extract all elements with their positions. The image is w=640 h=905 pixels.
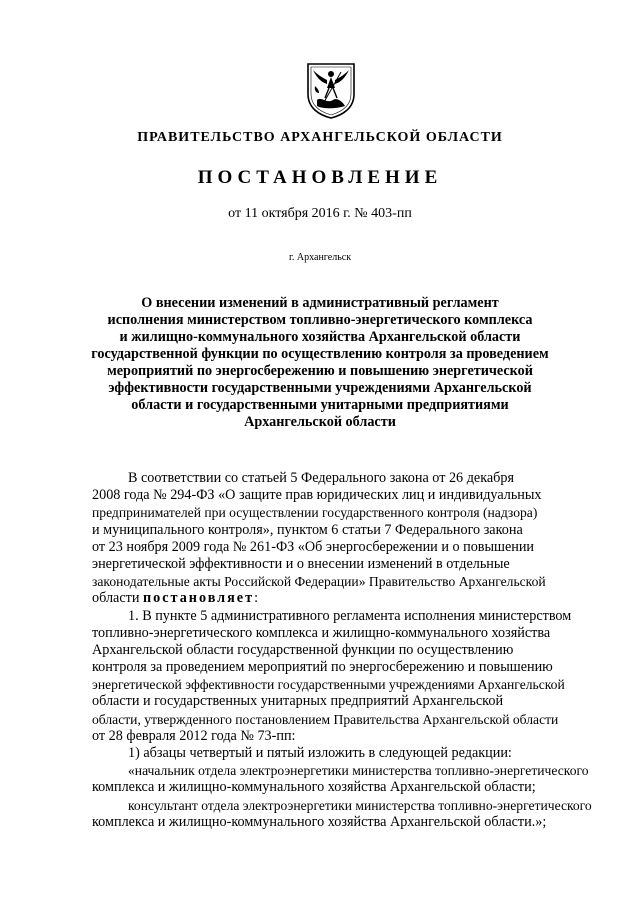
body-line: 1) абзацы четвертый и пятый изложить в следующей редакции:: [128, 745, 512, 761]
title-line: и жилищно-коммунального хозяйства Архангельской области: [119, 329, 521, 345]
coat-of-arms-icon: [305, 60, 357, 120]
document-title: [0, 295, 640, 431]
body-line: области и государственных унитарных предприятий Архангельской: [92, 693, 504, 710]
title-line: области и государственными унитарными предприятиями: [131, 397, 509, 413]
body-line: контроля за проведением мероприятий по энергосбережению и повышению: [92, 659, 553, 676]
body-line: 2008 года № 294-ФЗ «О защите прав юридических лиц и индивидуальных: [92, 487, 542, 504]
city: г. Архангельск: [288, 252, 352, 263]
document-type: ПОСТАНОВЛЕНИЕ: [197, 167, 443, 188]
date-number: от 11 октября 2016 г. № 403-пп: [228, 206, 412, 221]
body-line: предпринимателей при осуществлении государственного контроля (надзора): [92, 505, 538, 521]
body-line: от 28 февраля 2012 года № 73-пп:: [92, 727, 296, 744]
body-line: комплекса и жилищно-коммунального хозяйства Архангельской области;: [92, 779, 536, 796]
body-line: В соответствии со статьей 5 Федерального закона от 26 декабря: [128, 470, 515, 486]
body-line: топливно-энергетического комплекса и жилищно-коммунального хозяйства: [92, 624, 551, 641]
title-line: государственной функции по осуществлению контроля за проведением: [91, 346, 549, 362]
title-line: мероприятий по энергосбережению и повышению энергетической: [107, 363, 533, 379]
body-line: «начальник отдела электроэнергетики министерства топливно-энергетического: [128, 763, 589, 779]
body-line: энергетической эффективности государственными учреждениями Архангельской: [92, 677, 565, 693]
title-line: Архангельской области: [244, 414, 396, 430]
decree-word: постановляет: [142, 590, 255, 607]
body-line: консультант отдела электроэнергетики министерства топливно-энергетического: [128, 797, 592, 813]
body-line: области, утвержденного постановлением Правительства Архангельской области: [92, 711, 559, 727]
body-text: области: [92, 590, 143, 607]
body-line: Архангельской области государственной функции по осуществлению: [92, 641, 514, 658]
body-line: комплекса и жилищно-коммунального хозяйства Архангельской области.»;: [92, 813, 547, 830]
document-body: [92, 470, 600, 831]
body-text: :: [254, 590, 259, 607]
body-line: законодательные акты Российской Федерации» Правительство Архангельской: [92, 574, 546, 590]
title-line: исполнения министерством топливно-энергетического комплекса: [107, 312, 533, 328]
body-line: и муниципального контроля», пунктом 6 статьи 7 Федерального закона: [92, 521, 523, 538]
body-line: [92, 590, 600, 607]
government-name: ПРАВИТЕЛЬСТВО АРХАНГЕЛЬСКОЙ ОБЛАСТИ: [137, 130, 503, 145]
title-line: эффективности государственными учреждениями Архангельской: [108, 380, 532, 396]
body-line: энергетической эффективности и о внесении изменений в отдельные: [92, 555, 510, 572]
title-line: О внесении изменений в административный регламент: [141, 295, 499, 311]
body-line: от 23 ноября 2009 года № 261-ФЗ «Об энергосбережении и о повышении: [92, 538, 535, 555]
body-line: 1. В пункте 5 административного регламента исполнения министерством: [128, 607, 572, 624]
